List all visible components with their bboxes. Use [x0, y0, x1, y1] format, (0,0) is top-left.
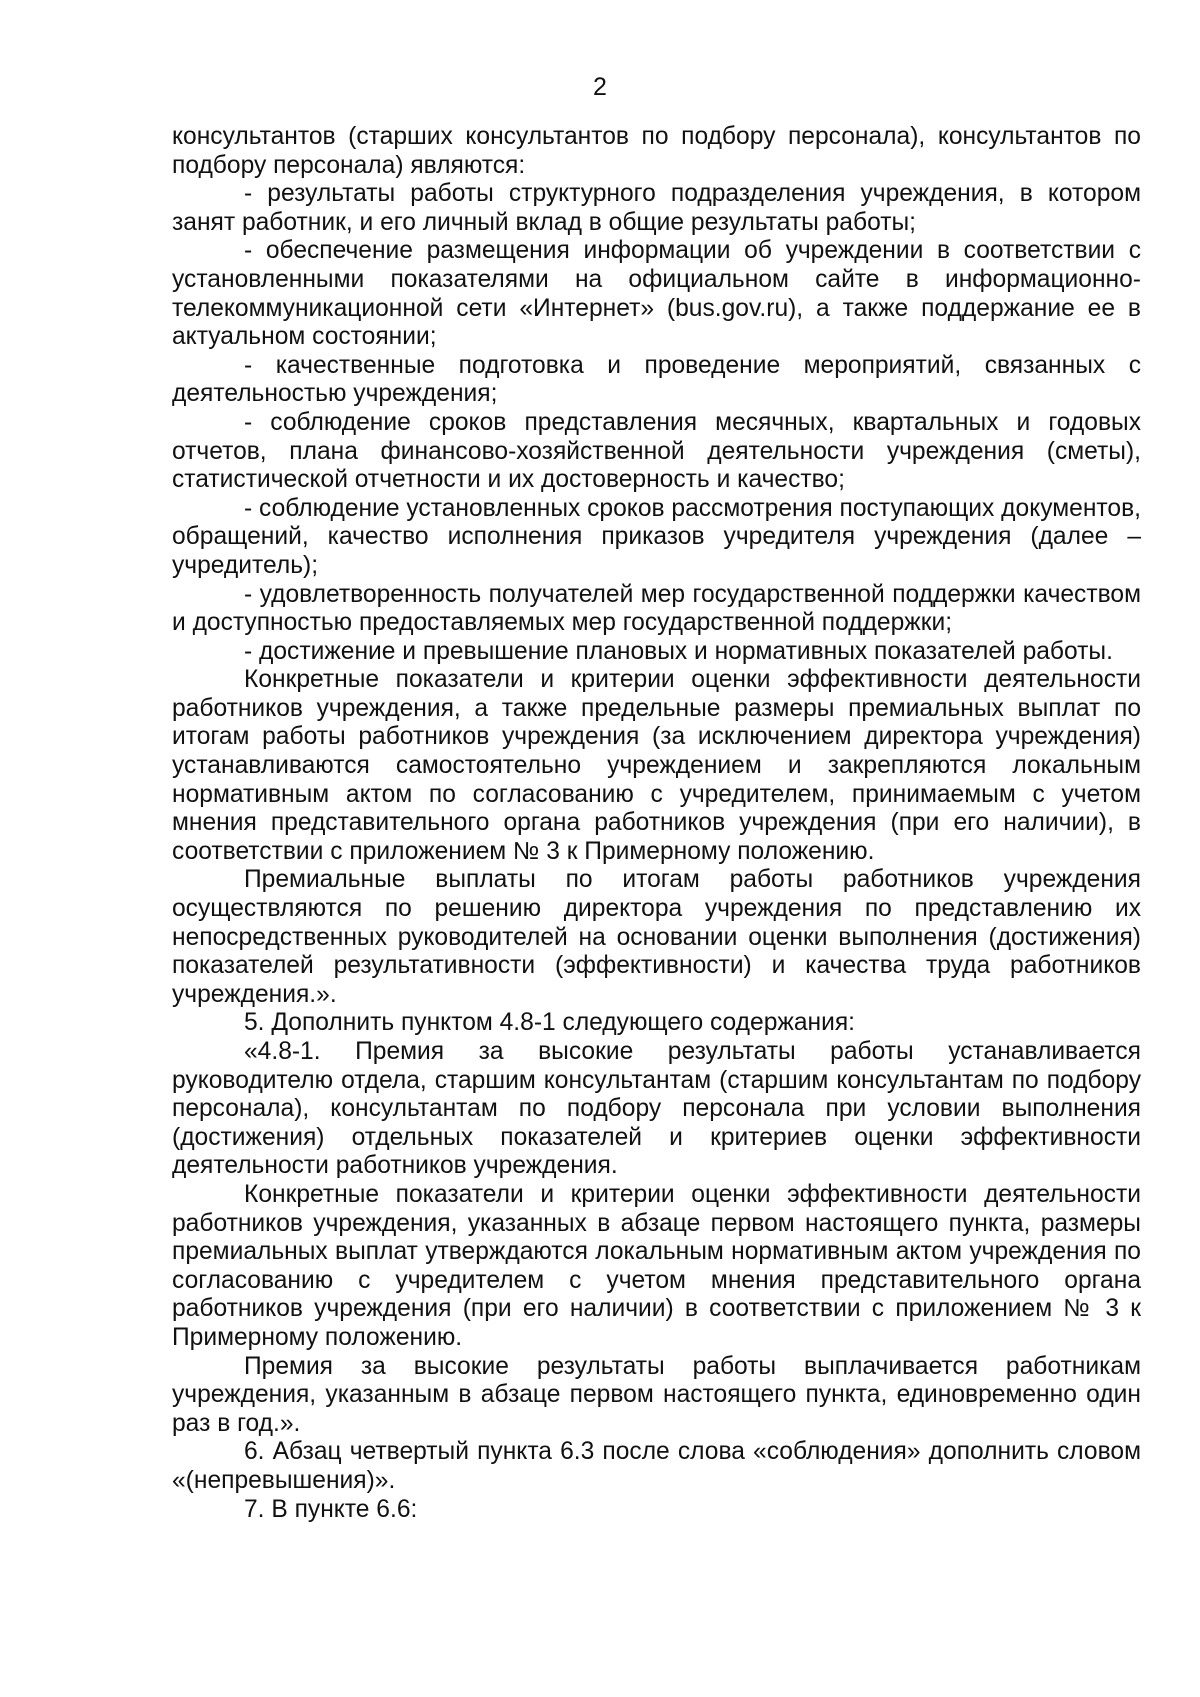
body-paragraph: «4.8-1. Премия за высокие результаты работы устанавливается руководителю отдела, старшим консультантам (старшим консультантам по подбору персонала), консультантам по подбору персонала при условии выполнения (достижения) отдельных показателей и критериев оценки эффективности деятельности работников учреждения. — [172, 1038, 1141, 1180]
page-number: 2 — [593, 73, 607, 101]
document-body — [172, 123, 1141, 1524]
body-paragraph: Премия за высокие результаты работы выплачивается работникам учреждения, указанным в абзаце первом настоящего пункта, единовременно один раз в год.». — [172, 1352, 1141, 1437]
body-paragraph: Премиальные выплаты по итогам работы работников учреждения осуществляются по решению директора учреждения по представлению их непосредственных руководителей на основании оценки выполнения (достижения) показателей результативности (эффективности) и качества труда работников учреждения.». — [172, 866, 1141, 1008]
body-paragraph: - соблюдение сроков представления месячных, квартальных и годовых отчетов, плана финансово-хозяйственной деятельности учреждения (сметы), статистической отчетности и их достоверность и качество; — [172, 408, 1141, 494]
body-paragraph: - результаты работы структурного подразделения учреждения, в котором занят работник, и его личный вклад в общие результаты работы; — [172, 180, 1141, 236]
body-paragraph: 6. Абзац четвертый пункта 6.3 после слова «соблюдения» дополнить словом «(непревышения)». — [172, 1438, 1141, 1494]
body-paragraph: консультантов (старших консультантов по подбору персонала), консультантов по подбору персонала) являются: — [172, 123, 1141, 179]
body-paragraph: - обеспечение размещения информации об учреждении в соответствии с установленными показателями на официальном сайте в информационно-телекоммуникационной сети «Интернет» (bus.gov.ru), а также поддержание ее в актуальном состоянии; — [172, 237, 1141, 351]
body-paragraph: - достижение и превышение плановых и нормативных показателей работы. — [244, 637, 1113, 665]
body-paragraph: 7. В пункте 6.6: — [244, 1495, 418, 1523]
body-paragraph: - соблюдение установленных сроков рассмотрения поступающих документов, обращений, качество исполнения приказов учредителя учреждения (далее – учредитель); — [172, 494, 1141, 579]
body-paragraph: Конкретные показатели и критерии оценки эффективности деятельности работников учреждения, а также предельные размеры премиальных выплат по итогам работы работников учреждения (за исключением директора учреждения) устанавливаются самостоятельно учреждением и закрепляются локальным нормативным актом по согласованию с учредителем, принимаемым с учетом мнения представительного органа работников учреждения (при его наличии), в соответствии с приложением № 3 к Примерному положению. — [172, 666, 1141, 865]
body-paragraph: Конкретные показатели и критерии оценки эффективности деятельности работников учреждения, указанных в абзаце первом настоящего пункта, размеры премиальных выплат утверждаются локальным нормативным актом учреждения по согласованию с учредителем с учетом мнения представительного органа работников учреждения (при его наличии) в соответствии с приложением № 3 к Примерному положению. — [172, 1180, 1141, 1351]
body-paragraph: 5. Дополнить пунктом 4.8-1 следующего содержания: — [244, 1009, 855, 1037]
body-paragraph: - качественные подготовка и проведение мероприятий, связанных с деятельностью учреждения; — [172, 351, 1141, 408]
body-paragraph: - удовлетворенность получателей мер государственной поддержки качеством и доступностью предоставляемых мер государственной поддержки; — [172, 580, 1141, 637]
